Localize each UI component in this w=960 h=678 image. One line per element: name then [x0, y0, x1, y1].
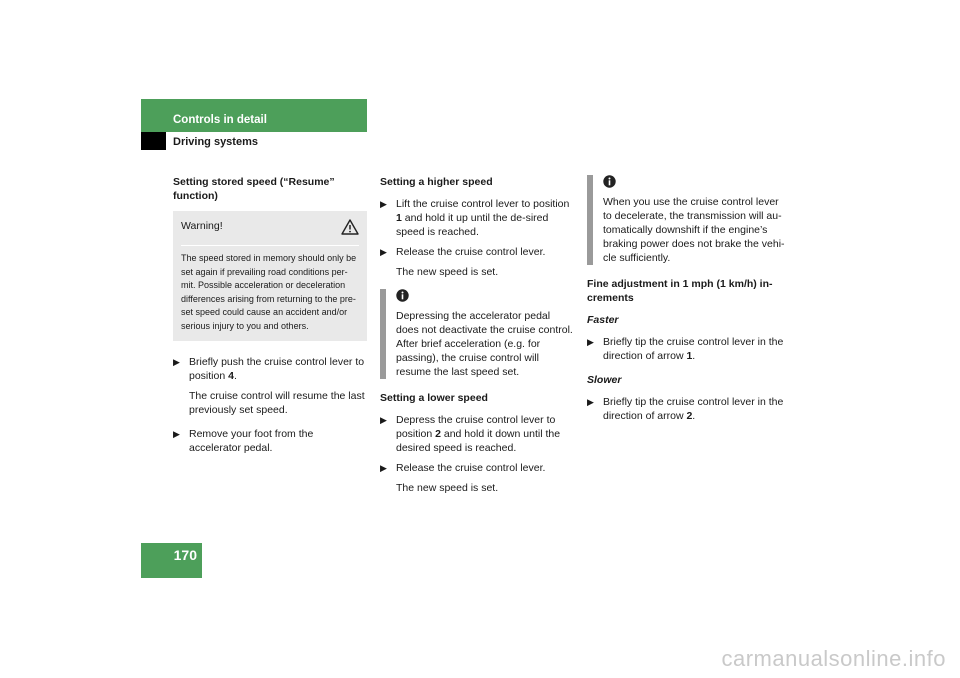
position-number: 2 [435, 428, 441, 440]
step-text: and hold it up until the de-sired speed is reached. [396, 212, 549, 238]
step-text: Briefly tip the cruise control lever in the direction of arrow [603, 396, 784, 422]
step-text: and hold it down until the desired speed is reached. [396, 428, 561, 454]
step-end: . [233, 370, 237, 382]
right-column [587, 175, 785, 429]
arrow-bullet-icon: ▶ [587, 397, 594, 407]
heading-fine-adjustment: Fine adjustment in 1 mph (1 km/h) in-crements [587, 278, 773, 304]
step-end: . [692, 350, 696, 362]
step-slower [587, 395, 785, 423]
step-text: Briefly tip the cruise control lever in the direction of arrow [603, 336, 784, 362]
step-result: The new speed is set. [396, 266, 499, 278]
info-icon [396, 289, 409, 302]
heading-resume: Setting stored speed (“Resume” function) [173, 176, 335, 202]
heading-lower-speed: Setting a lower speed [380, 392, 488, 404]
step-text: Depress the cruise control lever to position [396, 414, 556, 440]
heading-higher-speed: Setting a higher speed [380, 176, 493, 188]
step-text: Release the cruise control lever. [396, 246, 546, 258]
arrow-bullet-icon: ▶ [380, 199, 387, 209]
info-icon [603, 175, 616, 188]
header-marker [141, 132, 166, 150]
step-remove-foot [173, 427, 367, 455]
step-result: The cruise control will resume the last previously set speed. [189, 390, 365, 416]
step-end: . [692, 410, 696, 422]
arrow-number: 1 [686, 350, 693, 362]
page-number: 170 [173, 547, 197, 563]
label-faster: Faster [587, 314, 619, 326]
arrow-bullet-icon: ▶ [380, 463, 387, 473]
arrow-bullet-icon: ▶ [380, 415, 387, 425]
arrow-bullet-icon: ▶ [173, 357, 180, 367]
step-text: Briefly push the cruise control lever to position [189, 356, 365, 382]
step-text: Release the cruise control lever. [396, 462, 546, 474]
step-faster [587, 335, 785, 363]
info-note [587, 175, 785, 265]
warning-title: Warning! [181, 220, 223, 232]
warning-body: The speed stored in memory should only be set again if prevailing road conditions per-mit. Possible acceleration or deceleration differences arising from returning to the pre-set speed could cause an accident and/or serious injury to you and others. [181, 245, 359, 333]
step-lift-lever [380, 197, 574, 239]
left-column [173, 175, 367, 461]
step-text: Remove your foot from the accelerator pedal. [189, 428, 314, 454]
warning-box [173, 211, 367, 341]
arrow-bullet-icon: ▶ [587, 337, 594, 347]
watermark: carmanualsonline.info [721, 646, 946, 671]
info-note [380, 289, 574, 379]
step-text: Lift the cruise control lever to position [396, 198, 570, 210]
label-slower: Slower [587, 374, 622, 386]
arrow-bullet-icon: ▶ [380, 247, 387, 257]
note-bar [587, 175, 593, 265]
section-title: Controls in detail [173, 114, 267, 126]
step-result: The new speed is set. [396, 482, 499, 494]
middle-column [380, 175, 574, 505]
warning-triangle-icon [341, 219, 359, 235]
step-release-lever [380, 245, 574, 259]
position-number: 4 [228, 370, 234, 382]
note-bar [380, 289, 386, 379]
step-resume [173, 355, 367, 383]
step-release-lever [380, 461, 574, 475]
position-number: 1 [396, 212, 402, 224]
section-subtitle: Driving systems [173, 136, 258, 148]
note-text: Depressing the accelerator pedal does not deactivate the cruise control. After brief acceleration (e.g. for passing), the cruise control will resume the last speed set. [396, 310, 573, 378]
step-depress-lever [380, 413, 574, 455]
note-text: When you use the cruise control lever to decelerate, the transmission will au-tomatically downshift if the engine’s braking power does not brake the vehi-cle sufficiently. [603, 196, 785, 264]
arrow-bullet-icon: ▶ [173, 429, 180, 439]
arrow-number: 2 [686, 410, 693, 422]
